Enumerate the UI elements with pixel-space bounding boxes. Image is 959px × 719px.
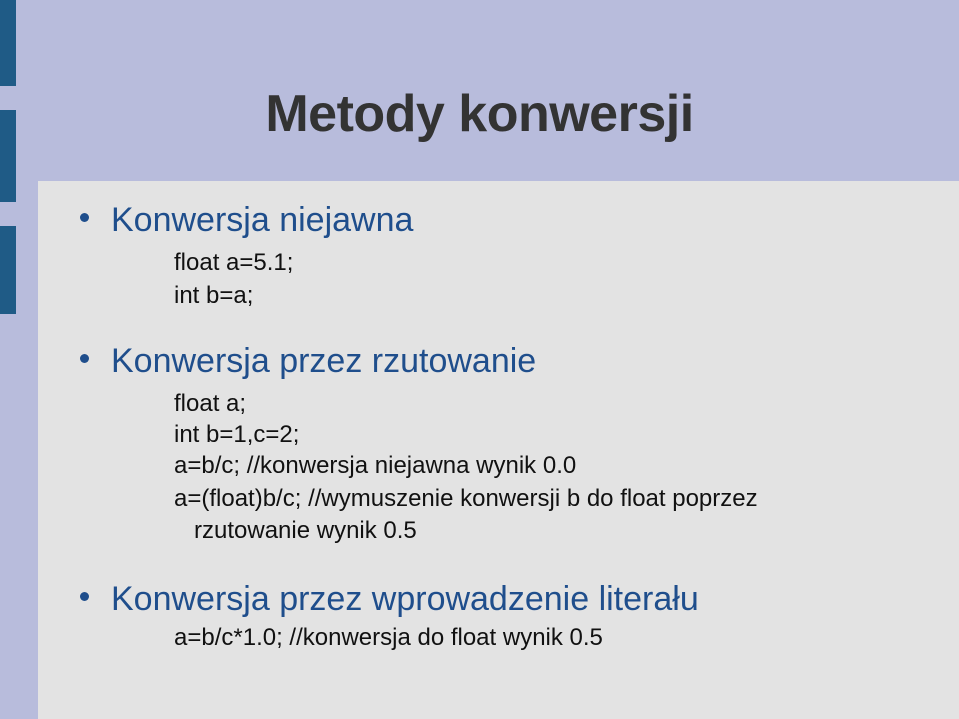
bullet-heading: Konwersja niejawna xyxy=(111,201,414,239)
bullet-icon xyxy=(80,213,89,222)
slide-title: Metody konwersji xyxy=(265,85,694,143)
code-line: int b=a; xyxy=(174,282,254,309)
bullet-icon xyxy=(80,592,89,601)
code-line: rzutowanie wynik 0.5 xyxy=(194,517,417,544)
code-line: int b=1,c=2; xyxy=(174,421,300,448)
code-line: a=(float)b/c; //wymuszenie konwersji b do float poprzez xyxy=(174,485,758,512)
code-line: float a=5.1; xyxy=(174,249,294,276)
bullet-heading: Konwersja przez wprowadzenie literału xyxy=(111,580,699,618)
accent-bar xyxy=(0,226,16,314)
code-line: float a; xyxy=(174,390,247,417)
bullet-icon xyxy=(80,354,89,363)
bullet-item xyxy=(80,201,413,240)
bullet-item xyxy=(80,342,536,381)
code-line: a=b/c; //konwersja niejawna wynik 0.0 xyxy=(174,452,577,479)
code-line: a=b/c*1.0; //konwersja do float wynik 0.5 xyxy=(174,624,603,651)
bullet-item xyxy=(80,580,699,619)
accent-bar xyxy=(0,0,16,86)
bullet-heading: Konwersja przez rzutowanie xyxy=(111,342,537,380)
